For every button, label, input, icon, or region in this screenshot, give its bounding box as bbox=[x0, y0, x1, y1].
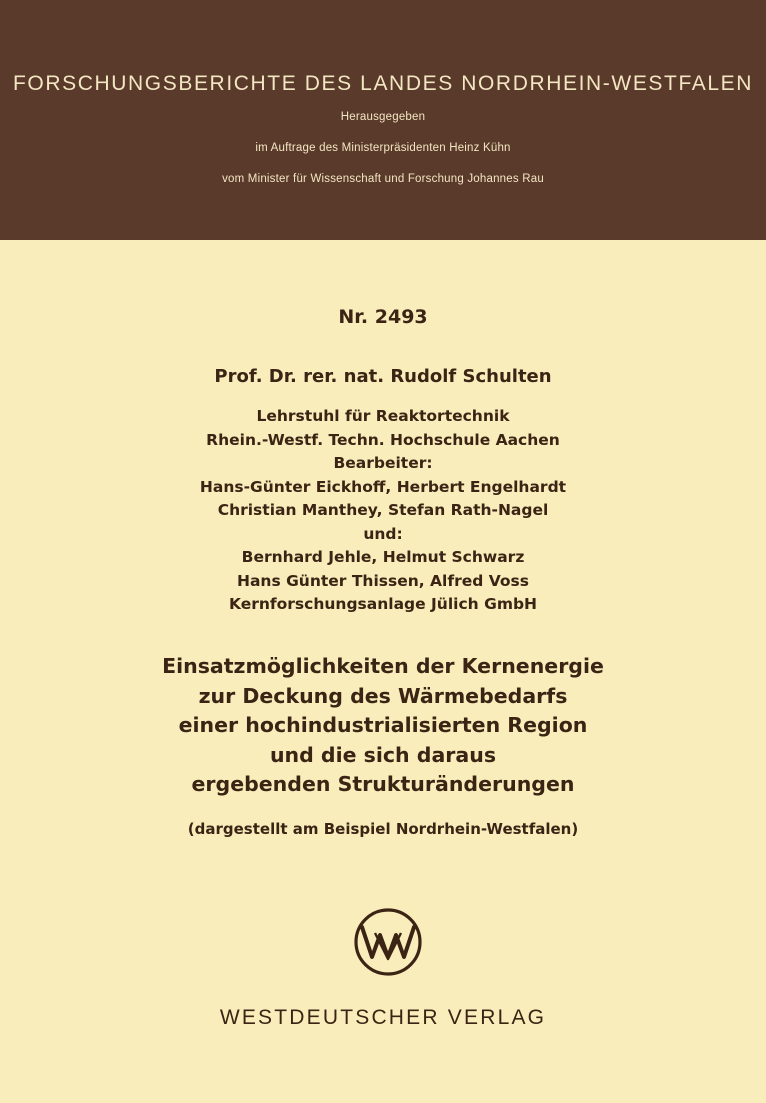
title-line: Einsatzmöglichkeiten der Kernenergie bbox=[162, 654, 604, 678]
title-line: ergebenden Strukturänderungen bbox=[191, 772, 575, 796]
wv-logo-icon bbox=[353, 907, 423, 977]
editor-line-1: Herausgegeben bbox=[340, 111, 426, 123]
title-line: zur Deckung des Wärmebedarfs bbox=[198, 683, 568, 708]
title-line: einer hochindustrialisierten Region bbox=[178, 713, 588, 737]
affiliation-line: Christian Manthey, Stefan Rath-Nagel bbox=[217, 501, 549, 519]
affiliation-block bbox=[0, 405, 766, 617]
report-title bbox=[0, 652, 766, 800]
affiliation-line: Rhein.-Westf. Techn. Hochschule Aachen bbox=[206, 430, 560, 449]
affiliation-line: Hans Günter Thissen, Alfred Voss bbox=[237, 571, 529, 590]
publisher-name: WESTDEUTSCHER VERLAG bbox=[219, 1006, 547, 1029]
affiliation-line: Bearbeiter: bbox=[333, 454, 433, 472]
report-number: Nr. 2493 bbox=[338, 306, 428, 328]
series-title: FORSCHUNGSBERICHTE DES LANDES NORDRHEIN-WESTFALEN bbox=[13, 72, 753, 95]
affiliation-line: Lehrstuhl für Reaktortechnik bbox=[256, 407, 510, 425]
title-line: und die sich daraus bbox=[269, 742, 497, 767]
report-subtitle: (dargestellt am Beispiel Nordrhein-Westfalen) bbox=[187, 820, 579, 838]
affiliation-line: Kernforschungsanlage Jülich GmbH bbox=[228, 595, 538, 613]
editor-line-3: vom Minister für Wissenschaft und Forschung Johannes Rau bbox=[222, 173, 544, 185]
header-band bbox=[0, 0, 766, 240]
affiliation-line: Hans-Günter Eickhoff, Herbert Engelhardt bbox=[199, 477, 567, 496]
affiliation-line: Bernhard Jehle, Helmut Schwarz bbox=[241, 548, 525, 566]
author: Prof. Dr. rer. nat. Rudolf Schulten bbox=[214, 366, 552, 387]
affiliation-line: und: bbox=[363, 524, 403, 543]
editor-line-2: im Auftrage des Ministerpräsidenten Heinz Kühn bbox=[255, 142, 511, 154]
